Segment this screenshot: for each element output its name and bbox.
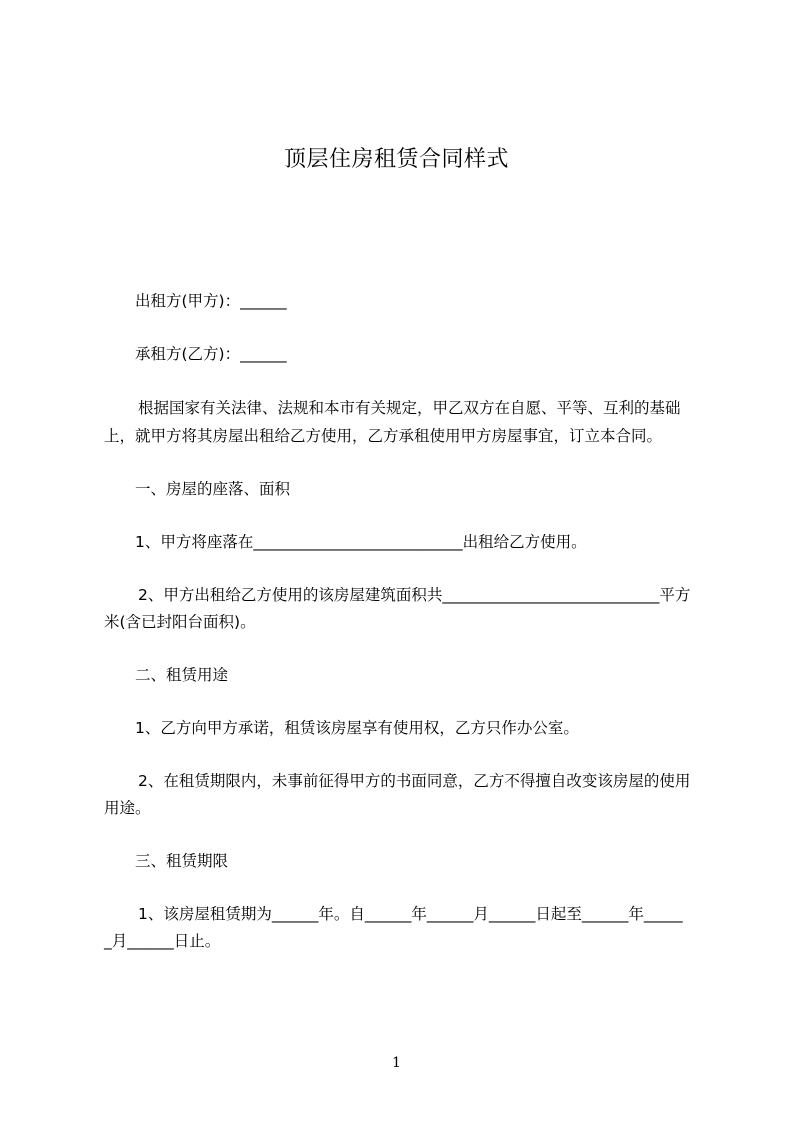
section-heading-lease-term: 三、租赁期限 xyxy=(135,852,229,870)
document-title: 顶层住房租赁合同样式 xyxy=(283,147,509,172)
clause-2-1: 1、乙方向甲方承诺，租赁该房屋享有使用权，乙方只作办公室。 xyxy=(135,719,579,737)
section-heading-lease-purpose: 二、租赁用途 xyxy=(135,666,229,684)
clause-1-2-line-2: 米(含已封阳台面积)。 xyxy=(104,613,256,631)
preamble-line-2: 上，就甲方将其房屋出租给乙方使用，乙方承租使用甲方房屋事宜，订立本合同。 xyxy=(104,427,663,445)
clause-2-2-line-2: 用途。 xyxy=(104,799,151,817)
clause-2-2-line-1: 2、在租赁期限内，未事前征得甲方的书面同意，乙方不得擅自改变该房屋的使用 xyxy=(138,772,691,790)
lessee-line: 承租方(乙方)：______ xyxy=(135,345,287,363)
clause-1-1: 1、甲方将座落在___________________________出租给乙方使用。 xyxy=(135,533,587,551)
lessor-line: 出租方(甲方)：______ xyxy=(135,292,287,310)
preamble-line-1: 根据国家有关法律、法规和本市有关规定，甲乙双方在自愿、平等、互利的基础 xyxy=(138,399,681,417)
page-number: 1 xyxy=(392,1055,401,1071)
section-heading-location-area: 一、房屋的座落、面积 xyxy=(135,480,291,498)
clause-3-1-line-2: _月______日止。 xyxy=(104,932,221,950)
clause-3-1-line-1: 1、该房屋租赁期为______年。自______年______月______日起至______年_____ xyxy=(138,905,683,923)
clause-1-2-line-1: 2、甲方出租给乙方使用的该房屋建筑面积共____________________________平方 xyxy=(138,586,691,604)
